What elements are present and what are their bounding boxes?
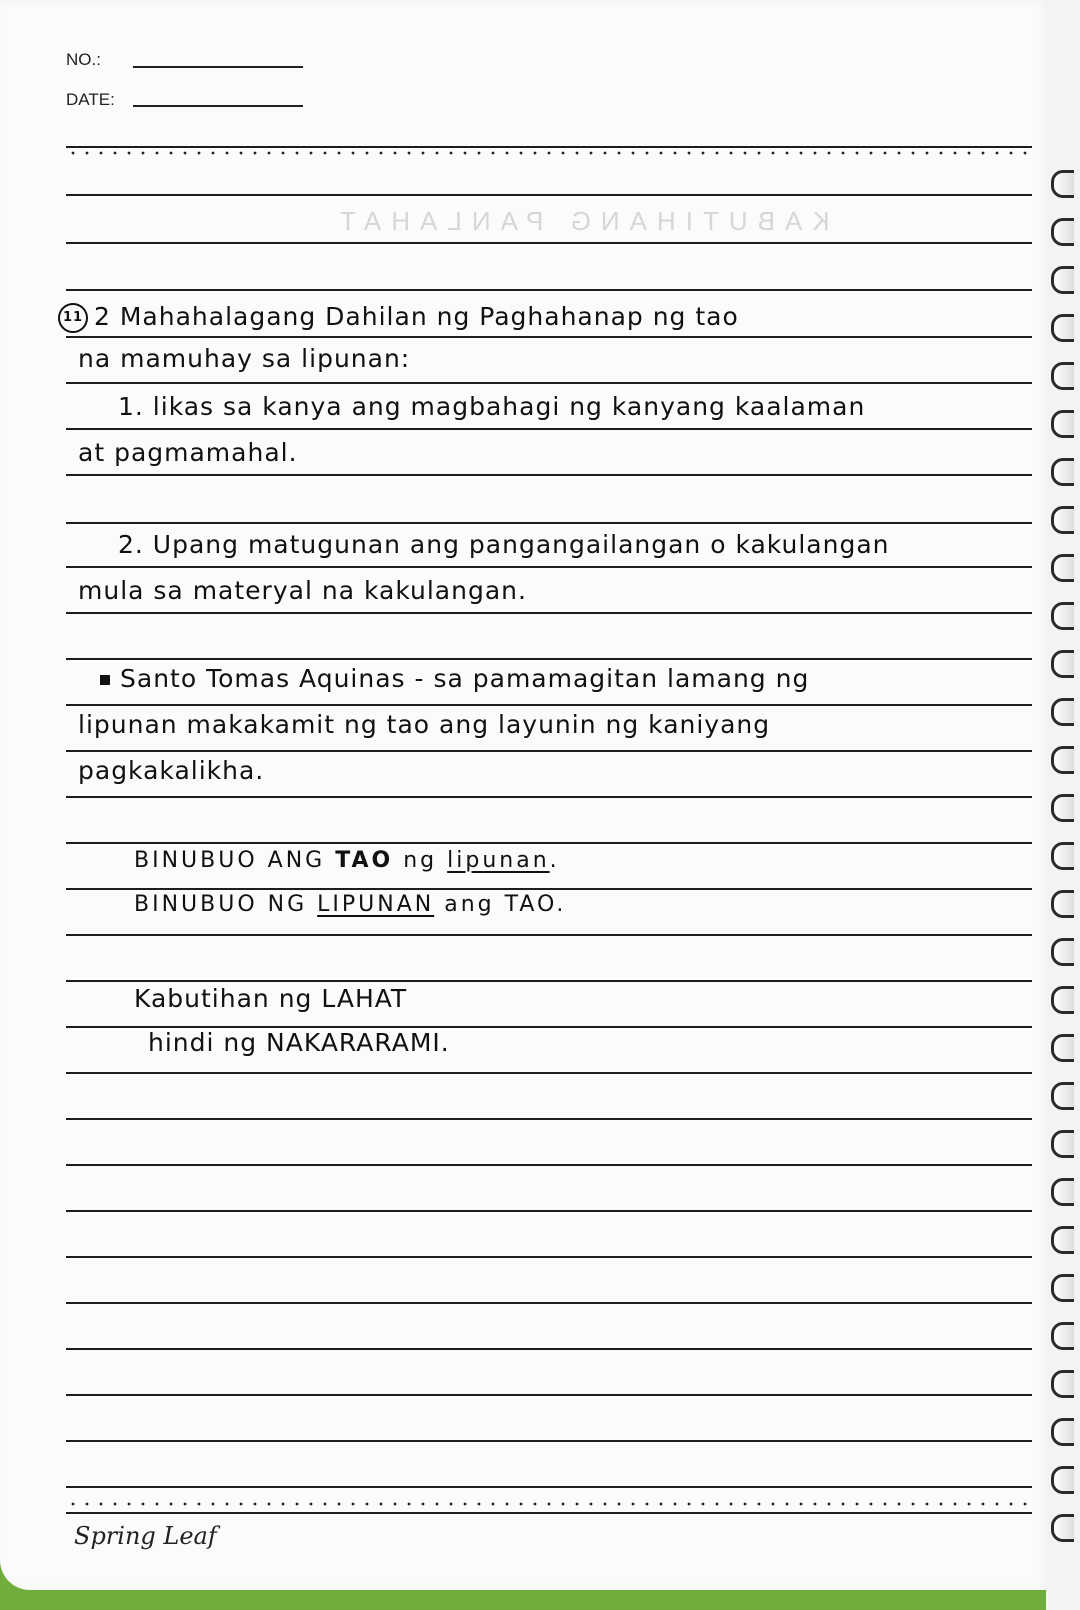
spiral-ring-icon (1051, 1178, 1074, 1206)
ruled-line (66, 474, 1032, 476)
spiral-ring-icon (1051, 1322, 1074, 1350)
spiral-ring-icon (1051, 1370, 1074, 1398)
spiral-ring-icon (1051, 890, 1074, 918)
ruled-line (66, 336, 1032, 338)
item-1-line-2: at pagmamahal. (78, 438, 298, 467)
date-label: DATE: (66, 90, 115, 109)
ruled-line (66, 566, 1032, 568)
ruled-line (66, 1118, 1032, 1120)
top-dotted-line (66, 151, 1032, 155)
ruled-line (66, 522, 1032, 524)
spiral-ring-icon (1051, 1514, 1074, 1542)
spiral-ring-icon (1051, 362, 1074, 390)
spiral-ring-icon (1051, 986, 1074, 1014)
ruled-line (66, 1394, 1032, 1396)
item-2-line-2: mula sa materyal na kakulangan. (78, 576, 527, 605)
heading-line-2: na mamuhay sa lipunan: (78, 344, 411, 373)
ruled-line (66, 842, 1032, 844)
aquinas-line-3: pagkakalikha. (78, 756, 265, 785)
ruled-line (66, 704, 1032, 706)
aquinas-line-1: Santo Tomas Aquinas - sa pamamagitan lamang ng (100, 664, 809, 693)
ruled-line (66, 750, 1032, 752)
ruled-line (66, 428, 1032, 430)
spiral-ring-icon (1051, 794, 1074, 822)
ruled-line (66, 796, 1032, 798)
spiral-ring-icon (1051, 1034, 1074, 1062)
top-rule (66, 146, 1032, 148)
spiral-ring-icon (1051, 650, 1074, 678)
ruled-line (66, 888, 1032, 890)
spring-leaf-logo: Spring Leaf (74, 1522, 217, 1550)
ruled-line (66, 980, 1032, 982)
binubuo-line-2: BINUBUO NG LIPUNAN ang TAO. (134, 892, 567, 917)
spiral-ring-icon (1051, 1082, 1074, 1110)
kabutihan-line-1: Kabutihan ng LAHAT (134, 984, 408, 1013)
spiral-ring-icon (1051, 698, 1074, 726)
spiral-ring-icon (1051, 1130, 1074, 1158)
spiral-ring-icon (1051, 458, 1074, 486)
square-bullet-icon (100, 675, 110, 685)
spiral-ring-icon (1051, 506, 1074, 534)
ruled-line (66, 658, 1032, 660)
ruled-line (66, 242, 1032, 244)
item-1-line-1: 1. likas sa kanya ang magbahagi ng kanyang kaalaman (118, 392, 866, 421)
bleed-through-title: KABUTIHANG PANLAHAT (330, 206, 830, 236)
circled-number-icon: 11 (58, 303, 88, 333)
spiral-ring-icon (1051, 1226, 1074, 1254)
ruled-line (66, 1256, 1032, 1258)
spiral-ring-icon (1051, 266, 1074, 294)
ruled-line (66, 289, 1032, 291)
spiral-ring-icon (1051, 842, 1074, 870)
spiral-ring-icon (1051, 1466, 1074, 1494)
ruled-line (66, 1210, 1032, 1212)
spiral-ring-icon (1051, 554, 1074, 582)
ruled-line (66, 612, 1032, 614)
no-field-line (133, 66, 303, 68)
spiral-ring-icon (1051, 938, 1074, 966)
kabutihan-line-2: hindi ng NAKARARAMI. (148, 1028, 450, 1057)
aquinas-line-2: lipunan makakamit ng tao ang layunin ng kaniyang (78, 710, 771, 739)
spiral-ring-icon (1051, 314, 1074, 342)
spiral-ring-icon (1051, 410, 1074, 438)
binubuo-line-1: BINUBUO ANG TAO ng lipunan. (134, 848, 560, 873)
bottom-rule (66, 1512, 1032, 1514)
spiral-ring-icon (1051, 746, 1074, 774)
no-label: NO.: (66, 50, 101, 69)
spiral-binding (1046, 0, 1080, 1610)
ruled-line (66, 1302, 1032, 1304)
item-2-line-1: 2. Upang matugunan ang pangangailangan o kakulangan (118, 530, 890, 559)
ruled-line (66, 934, 1032, 936)
bottom-dotted-line (66, 1502, 1032, 1506)
ruled-line (66, 194, 1032, 196)
spiral-ring-icon (1051, 602, 1074, 630)
date-field-line (133, 105, 303, 107)
spiral-ring-icon (1051, 170, 1074, 198)
ruled-line (66, 382, 1032, 384)
ruled-line (66, 1486, 1032, 1488)
ruled-line (66, 1164, 1032, 1166)
spiral-ring-icon (1051, 1418, 1074, 1446)
spiral-ring-icon (1051, 1274, 1074, 1302)
ruled-line (66, 1072, 1032, 1074)
heading-line-1: 11 2 Mahahalagang Dahilan ng Paghahanap ng tao (58, 302, 739, 333)
ruled-line (66, 1440, 1032, 1442)
spiral-ring-icon (1051, 218, 1074, 246)
ruled-line (66, 1348, 1032, 1350)
